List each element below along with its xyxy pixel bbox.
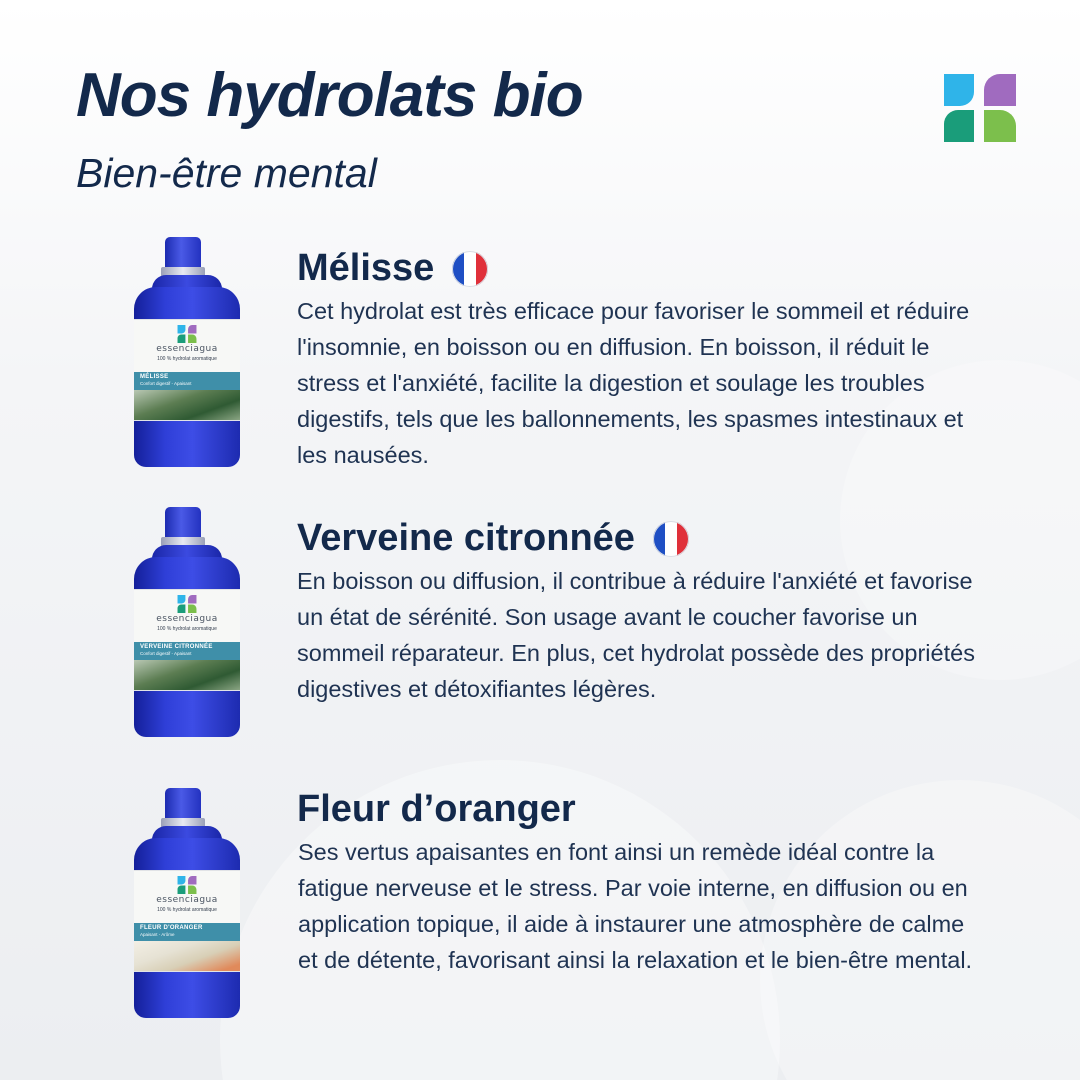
essenciagua-logo-icon bbox=[176, 324, 198, 344]
product-bottle-image bbox=[128, 237, 246, 469]
label-tagline: 100 % hydrolat aromatique bbox=[157, 626, 217, 632]
product-name: Mélisse bbox=[297, 247, 488, 290]
label-product-desc: Confort digestif - Apaisant bbox=[140, 651, 192, 656]
label-product-name: FLEUR D'ORANGER bbox=[140, 925, 203, 931]
page-subtitle: Bien-être mental bbox=[76, 150, 377, 196]
product-description: Ses vertus apaisantes en font ainsi un remède idéal contre la fatigue nerveuse et le stress. Par voie interne, en diffusion ou en application topique, il aide à instaurer une atmosphère de calme et de détente, favorisant ainsi la relaxation et le bien-être mental. bbox=[298, 839, 973, 973]
france-flag-icon bbox=[452, 251, 488, 287]
essenciagua-logo-icon bbox=[940, 70, 1020, 146]
product-bottle-image bbox=[128, 507, 246, 739]
label-brand: essenciagua bbox=[156, 895, 218, 905]
label-tagline: 100 % hydrolat aromatique bbox=[157, 907, 217, 913]
essenciagua-logo-icon bbox=[176, 594, 198, 614]
essenciagua-logo-icon bbox=[176, 875, 198, 895]
product-name: Fleur d’oranger bbox=[297, 788, 576, 830]
product-description: Cet hydrolat est très efficace pour favoriser le sommeil et réduire l'insomnie, en boisson ou en diffusion. En boisson, il réduit le stress et l'anxiété, facilite la digestion et soulage les troubles digestifs, tels que les ballonnements, les spasmes intestinaux et les nausées. bbox=[297, 298, 970, 468]
product-name: Verveine citronnée bbox=[297, 517, 689, 560]
label-tagline: 100 % hydrolat aromatique bbox=[157, 356, 217, 362]
france-flag-icon bbox=[653, 521, 689, 557]
page-title: Nos hydrolats bio bbox=[76, 61, 583, 130]
product-bottle-image bbox=[128, 788, 246, 1020]
label-brand: essenciagua bbox=[156, 344, 218, 354]
label-product-name: MÉLISSE bbox=[140, 374, 169, 380]
product-description: En boisson ou diffusion, il contribue à réduire l'anxiété et favorise un état de sérénité. Son usage avant le coucher favorise un sommeil réparateur. En plus, cet hydrolat possède des propriétés digestives et détoxifiantes légères. bbox=[297, 568, 975, 702]
label-brand: essenciagua bbox=[156, 614, 218, 624]
label-product-name: VERVEINE CITRONNÉE bbox=[140, 644, 213, 650]
label-product-desc: Apaisant - Arôme bbox=[140, 932, 175, 937]
label-product-desc: Confort digestif - Apaisant bbox=[140, 381, 192, 386]
